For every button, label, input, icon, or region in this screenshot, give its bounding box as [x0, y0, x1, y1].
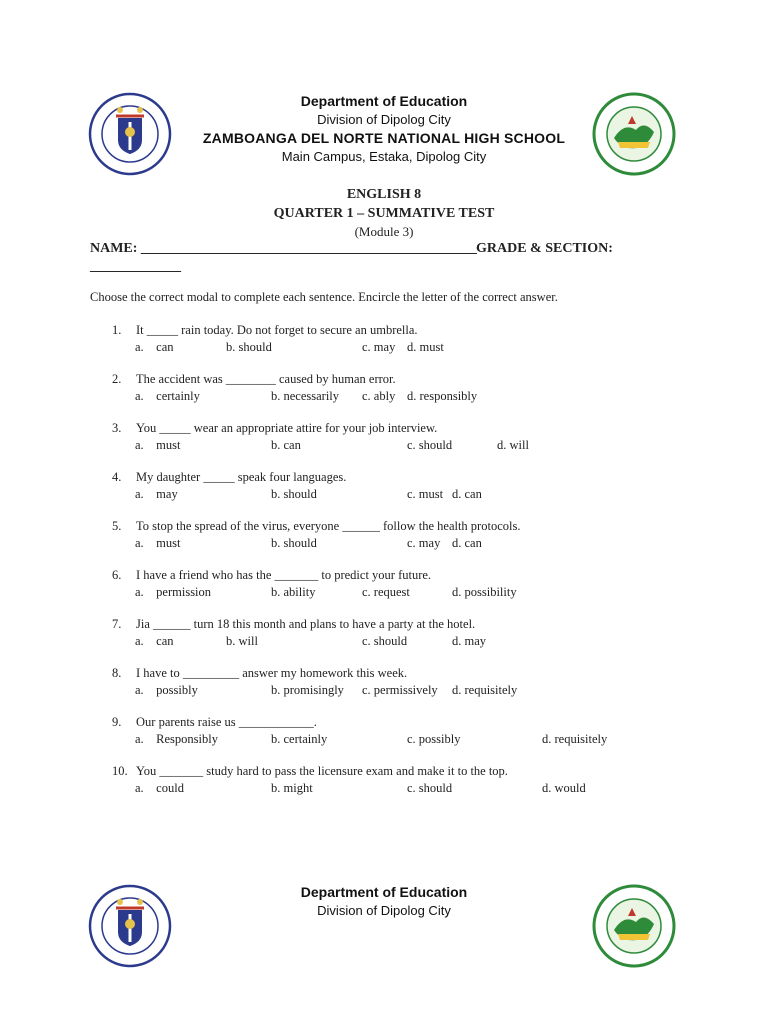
question-text: Jia ______ turn 18 this month and plans to have a party at the hotel. [136, 617, 476, 631]
header-dept: Department of Education [300, 93, 468, 109]
question-number: 4. [112, 470, 122, 484]
header-division: Division of Dipolog City [317, 112, 451, 127]
question-2 [112, 372, 396, 387]
question-5-option-b[interactable]: b. should [271, 536, 317, 550]
question-5-option-d[interactable]: d. can [452, 536, 482, 550]
question-2-option-d[interactable]: d. responsibly [407, 389, 478, 403]
header-campus: Main Campus, Estaka, Dipolog City [281, 149, 487, 164]
question-number: 8. [112, 666, 122, 680]
question-9 [112, 715, 317, 730]
question-7-option-d[interactable]: d. may [452, 634, 487, 648]
question-3-option-a[interactable]: a. must [135, 438, 181, 452]
question-9-option-c[interactable]: c. possibly [407, 732, 461, 746]
question-6-option-a[interactable]: a. permission [135, 585, 212, 599]
question-text: You _____ wear an appropriate attire for your job interview. [136, 421, 438, 435]
question-text: To stop the spread of the virus, everyone ______ follow the health protocols. [136, 519, 521, 533]
question-9-option-d[interactable]: d. requisitely [542, 732, 608, 746]
question-6-option-d[interactable]: d. possibility [452, 585, 517, 599]
test-subject: ENGLISH 8 [346, 187, 422, 202]
question-text: You _______ study hard to pass the licensure exam and make it to the top. [136, 764, 508, 778]
question-6-option-b[interactable]: b. ability [271, 585, 316, 599]
question-number: 3. [112, 421, 122, 435]
question-8-option-d[interactable]: d. requisitely [452, 683, 518, 697]
question-text: Our parents raise us ____________. [136, 715, 317, 729]
question-4-option-c[interactable]: c. must [407, 487, 444, 501]
question-5-option-c[interactable]: c. may [407, 536, 441, 550]
question-number: 6. [112, 568, 122, 582]
question-2-option-c[interactable]: c. ably [362, 389, 396, 403]
question-number: 5. [112, 519, 122, 533]
question-10-option-a[interactable]: a. could [135, 781, 184, 795]
instructions: Choose the correct modal to complete each sentence. Encircle the letter of the correct answer. [90, 290, 558, 304]
grade-section-line: _____________ [90, 259, 181, 274]
footer-dept: Department of Education [300, 884, 468, 900]
question-8-option-b[interactable]: b. promisingly [271, 683, 344, 697]
question-text: The accident was ________ caused by human error. [136, 372, 396, 386]
question-8 [112, 666, 407, 681]
question-number: 2. [112, 372, 122, 386]
question-text: My daughter _____ speak four languages. [136, 470, 347, 484]
question-8-option-c[interactable]: c. permissively [362, 683, 438, 697]
question-3-option-d[interactable]: d. will [497, 438, 529, 452]
question-number: 10. [112, 764, 128, 778]
question-number: 1. [112, 323, 122, 337]
question-7-option-b[interactable]: b. will [226, 634, 258, 648]
question-number: 9. [112, 715, 122, 729]
question-number: 7. [112, 617, 122, 631]
question-9-option-a[interactable]: a. Responsibly [135, 732, 218, 746]
question-5-option-a[interactable]: a. must [135, 536, 181, 550]
grade-section-label: GRADE & SECTION: [476, 241, 613, 256]
name-field-label: NAME: ________________________________________________ [90, 241, 477, 256]
question-3-option-b[interactable]: b. can [271, 438, 301, 452]
question-8-option-a[interactable]: a. possibly [135, 683, 198, 697]
question-10-option-c[interactable]: c. should [407, 781, 453, 795]
question-2-option-b[interactable]: b. necessarily [271, 389, 340, 403]
question-4-option-a[interactable]: a. may [135, 487, 178, 501]
question-10-option-d[interactable]: d. would [542, 781, 586, 795]
footer-division: Division of Dipolog City [317, 903, 451, 918]
question-6 [112, 568, 431, 583]
question-3 [112, 421, 437, 436]
test-module: (Module 3) [354, 224, 414, 239]
question-1 [112, 323, 418, 338]
question-4-option-b[interactable]: b. should [271, 487, 317, 501]
question-6-option-c[interactable]: c. request [362, 585, 410, 599]
question-text: I have a friend who has the _______ to predict your future. [136, 568, 432, 582]
question-3-option-c[interactable]: c. should [407, 438, 453, 452]
question-7-option-c[interactable]: c. should [362, 634, 408, 648]
question-7-option-a[interactable]: a. can [135, 634, 174, 648]
question-1-option-d[interactable]: d. must [407, 340, 444, 354]
question-10 [112, 764, 508, 779]
question-text: I have to _________ answer my homework this week. [136, 666, 408, 680]
question-5 [112, 519, 520, 534]
question-text: It _____ rain today. Do not forget to secure an umbrella. [136, 323, 418, 337]
question-4 [112, 470, 346, 485]
question-1-option-a[interactable]: a. can [135, 340, 174, 354]
question-10-option-b[interactable]: b. might [271, 781, 313, 795]
question-1-option-b[interactable]: b. should [226, 340, 272, 354]
question-2-option-a[interactable]: a. certainly [135, 389, 200, 403]
question-9-option-b[interactable]: b. certainly [271, 732, 328, 746]
test-quarter: QUARTER 1 – SUMMATIVE TEST [273, 206, 495, 221]
question-7 [112, 617, 475, 632]
header-school: ZAMBOANGA DEL NORTE NATIONAL HIGH SCHOOL [202, 130, 566, 146]
question-1-option-c[interactable]: c. may [362, 340, 396, 354]
question-4-option-d[interactable]: d. can [452, 487, 482, 501]
